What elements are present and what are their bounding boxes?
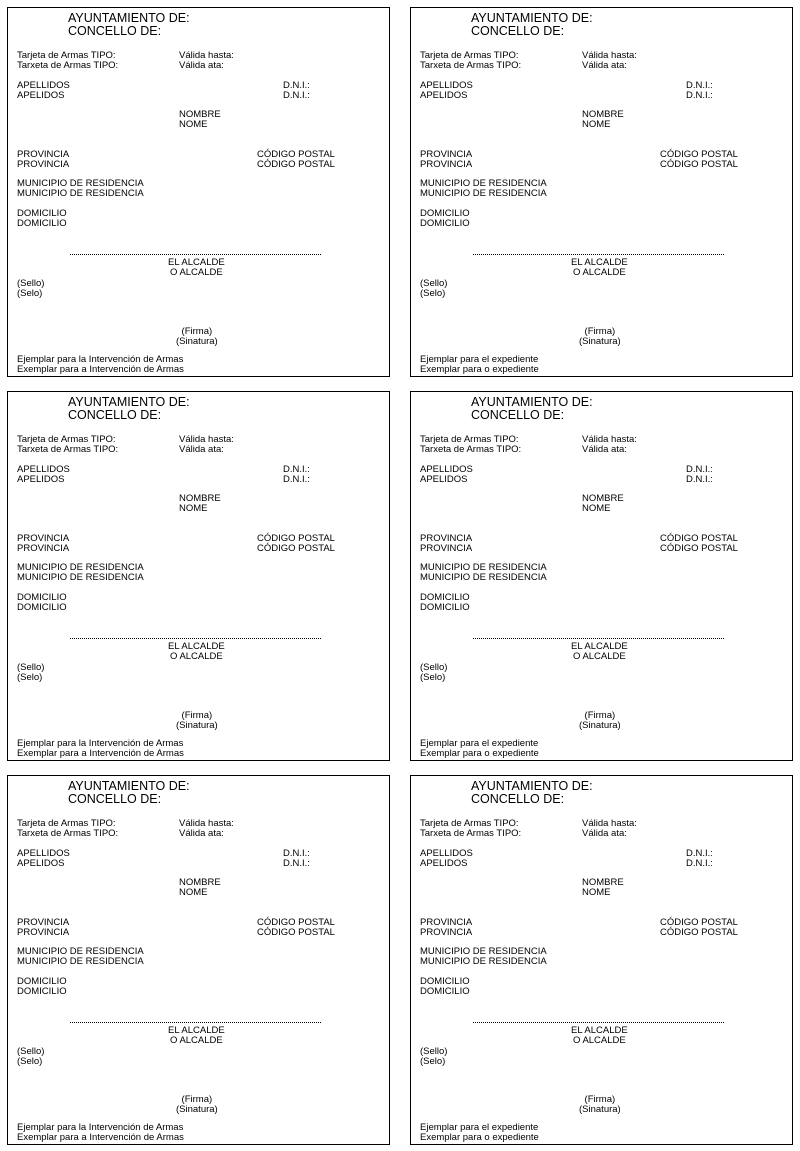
tarjeta-label: Tarjeta de Armas TIPO: Tarxeta de Armas TIPO: — [420, 818, 522, 839]
tarjeta-label: Tarjeta de Armas TIPO: Tarxeta de Armas TIPO: — [17, 434, 119, 455]
sello-label: (Sello) (Selo) — [420, 278, 448, 299]
arms-card-form — [410, 7, 793, 377]
alcalde-label: EL ALCALDE O ALCALDE — [168, 641, 225, 662]
firma-label: (Firma) (Sinatura) — [176, 1094, 218, 1115]
ejemplar-label: Ejemplar para el expediente Exemplar para o expediente — [420, 1122, 539, 1143]
apellidos-label: APELLIDOS APELIDOS — [420, 848, 473, 869]
valida-label: Válida hasta: Válida ata: — [582, 50, 637, 71]
firma-label: (Firma) (Sinatura) — [176, 326, 218, 347]
provincia-label: PROVINCIA PROVINCIA — [420, 917, 473, 938]
sello-label: (Sello) (Selo) — [420, 662, 448, 683]
card-title: AYUNTAMIENTO DE: CONCELLO DE: — [68, 11, 190, 38]
domicilio-label: DOMICILIO DOMICILIO — [420, 592, 470, 613]
signature-dotted-line — [70, 254, 321, 255]
municipio-label: MUNICIPIO DE RESIDENCIA MUNICIPIO DE RESIDENCIA — [17, 562, 144, 583]
ejemplar-label: Ejemplar para el expediente Exemplar para o expediente — [420, 354, 539, 375]
municipio-label: MUNICIPIO DE RESIDENCIA MUNICIPIO DE RESIDENCIA — [17, 946, 144, 967]
codigo-postal-label: CÓDIGO POSTAL CÓDIGO POSTAL — [660, 917, 738, 938]
codigo-postal-label: CÓDIGO POSTAL CÓDIGO POSTAL — [660, 533, 738, 554]
ejemplar-label: Ejemplar para la Intervención de Armas Exemplar para a Intervención de Armas — [17, 1122, 184, 1143]
codigo-postal-label: CÓDIGO POSTAL CÓDIGO POSTAL — [257, 533, 335, 554]
nombre-label: NOMBRE NOME — [179, 109, 221, 130]
nombre-label: NOMBRE NOME — [582, 877, 624, 898]
apellidos-label: APELLIDOS APELIDOS — [17, 464, 70, 485]
apellidos-label: APELLIDOS APELIDOS — [17, 80, 70, 101]
signature-dotted-line — [70, 1022, 321, 1023]
dni-label: D.N.I.: D.N.I.: — [686, 464, 713, 485]
nombre-label: NOMBRE NOME — [179, 493, 221, 514]
apellidos-label: APELLIDOS APELIDOS — [17, 848, 70, 869]
dni-label: D.N.I.: D.N.I.: — [686, 80, 713, 101]
tarjeta-label: Tarjeta de Armas TIPO: Tarxeta de Armas TIPO: — [420, 50, 522, 71]
signature-dotted-line — [473, 254, 724, 255]
ejemplar-label: Ejemplar para el expediente Exemplar para o expediente — [420, 738, 539, 759]
firma-label: (Firma) (Sinatura) — [579, 710, 621, 731]
ejemplar-label: Ejemplar para la Intervención de Armas Exemplar para a Intervención de Armas — [17, 354, 184, 375]
valida-label: Válida hasta: Válida ata: — [179, 818, 234, 839]
provincia-label: PROVINCIA PROVINCIA — [17, 917, 70, 938]
codigo-postal-label: CÓDIGO POSTAL CÓDIGO POSTAL — [257, 149, 335, 170]
valida-label: Válida hasta: Válida ata: — [582, 434, 637, 455]
municipio-label: MUNICIPIO DE RESIDENCIA MUNICIPIO DE RESIDENCIA — [17, 178, 144, 199]
valida-label: Válida hasta: Válida ata: — [582, 818, 637, 839]
firma-label: (Firma) (Sinatura) — [579, 326, 621, 347]
dni-label: D.N.I.: D.N.I.: — [283, 80, 310, 101]
signature-dotted-line — [70, 638, 321, 639]
nombre-label: NOMBRE NOME — [582, 109, 624, 130]
provincia-label: PROVINCIA PROVINCIA — [420, 149, 473, 170]
nombre-label: NOMBRE NOME — [179, 877, 221, 898]
card-title: AYUNTAMIENTO DE: CONCELLO DE: — [68, 395, 190, 422]
municipio-label: MUNICIPIO DE RESIDENCIA MUNICIPIO DE RESIDENCIA — [420, 946, 547, 967]
arms-card-form — [410, 775, 793, 1145]
domicilio-label: DOMICILIO DOMICILIO — [17, 208, 67, 229]
codigo-postal-label: CÓDIGO POSTAL CÓDIGO POSTAL — [257, 917, 335, 938]
firma-label: (Firma) (Sinatura) — [176, 710, 218, 731]
apellidos-label: APELLIDOS APELIDOS — [420, 80, 473, 101]
domicilio-label: DOMICILIO DOMICILIO — [420, 976, 470, 997]
provincia-label: PROVINCIA PROVINCIA — [17, 149, 70, 170]
arms-card-form — [410, 391, 793, 761]
alcalde-label: EL ALCALDE O ALCALDE — [571, 257, 628, 278]
provincia-label: PROVINCIA PROVINCIA — [420, 533, 473, 554]
tarjeta-label: Tarjeta de Armas TIPO: Tarxeta de Armas TIPO: — [17, 50, 119, 71]
alcalde-label: EL ALCALDE O ALCALDE — [571, 1025, 628, 1046]
apellidos-label: APELLIDOS APELIDOS — [420, 464, 473, 485]
municipio-label: MUNICIPIO DE RESIDENCIA MUNICIPIO DE RESIDENCIA — [420, 562, 547, 583]
valida-label: Válida hasta: Válida ata: — [179, 434, 234, 455]
nombre-label: NOMBRE NOME — [582, 493, 624, 514]
sello-label: (Sello) (Selo) — [17, 1046, 45, 1067]
alcalde-label: EL ALCALDE O ALCALDE — [168, 1025, 225, 1046]
alcalde-label: EL ALCALDE O ALCALDE — [168, 257, 225, 278]
tarjeta-label: Tarjeta de Armas TIPO: Tarxeta de Armas TIPO: — [17, 818, 119, 839]
card-title: AYUNTAMIENTO DE: CONCELLO DE: — [471, 395, 593, 422]
signature-dotted-line — [473, 1022, 724, 1023]
arms-card-form — [7, 391, 390, 761]
dni-label: D.N.I.: D.N.I.: — [283, 848, 310, 869]
dni-label: D.N.I.: D.N.I.: — [686, 848, 713, 869]
valida-label: Válida hasta: Válida ata: — [179, 50, 234, 71]
sello-label: (Sello) (Selo) — [420, 1046, 448, 1067]
codigo-postal-label: CÓDIGO POSTAL CÓDIGO POSTAL — [660, 149, 738, 170]
sello-label: (Sello) (Selo) — [17, 278, 45, 299]
domicilio-label: DOMICILIO DOMICILIO — [420, 208, 470, 229]
card-title: AYUNTAMIENTO DE: CONCELLO DE: — [471, 779, 593, 806]
signature-dotted-line — [473, 638, 724, 639]
ejemplar-label: Ejemplar para la Intervención de Armas Exemplar para a Intervención de Armas — [17, 738, 184, 759]
arms-card-form — [7, 7, 390, 377]
tarjeta-label: Tarjeta de Armas TIPO: Tarxeta de Armas TIPO: — [420, 434, 522, 455]
card-title: AYUNTAMIENTO DE: CONCELLO DE: — [471, 11, 593, 38]
domicilio-label: DOMICILIO DOMICILIO — [17, 976, 67, 997]
arms-card-form — [7, 775, 390, 1145]
provincia-label: PROVINCIA PROVINCIA — [17, 533, 70, 554]
sello-label: (Sello) (Selo) — [17, 662, 45, 683]
dni-label: D.N.I.: D.N.I.: — [283, 464, 310, 485]
firma-label: (Firma) (Sinatura) — [579, 1094, 621, 1115]
municipio-label: MUNICIPIO DE RESIDENCIA MUNICIPIO DE RESIDENCIA — [420, 178, 547, 199]
alcalde-label: EL ALCALDE O ALCALDE — [571, 641, 628, 662]
domicilio-label: DOMICILIO DOMICILIO — [17, 592, 67, 613]
card-title: AYUNTAMIENTO DE: CONCELLO DE: — [68, 779, 190, 806]
